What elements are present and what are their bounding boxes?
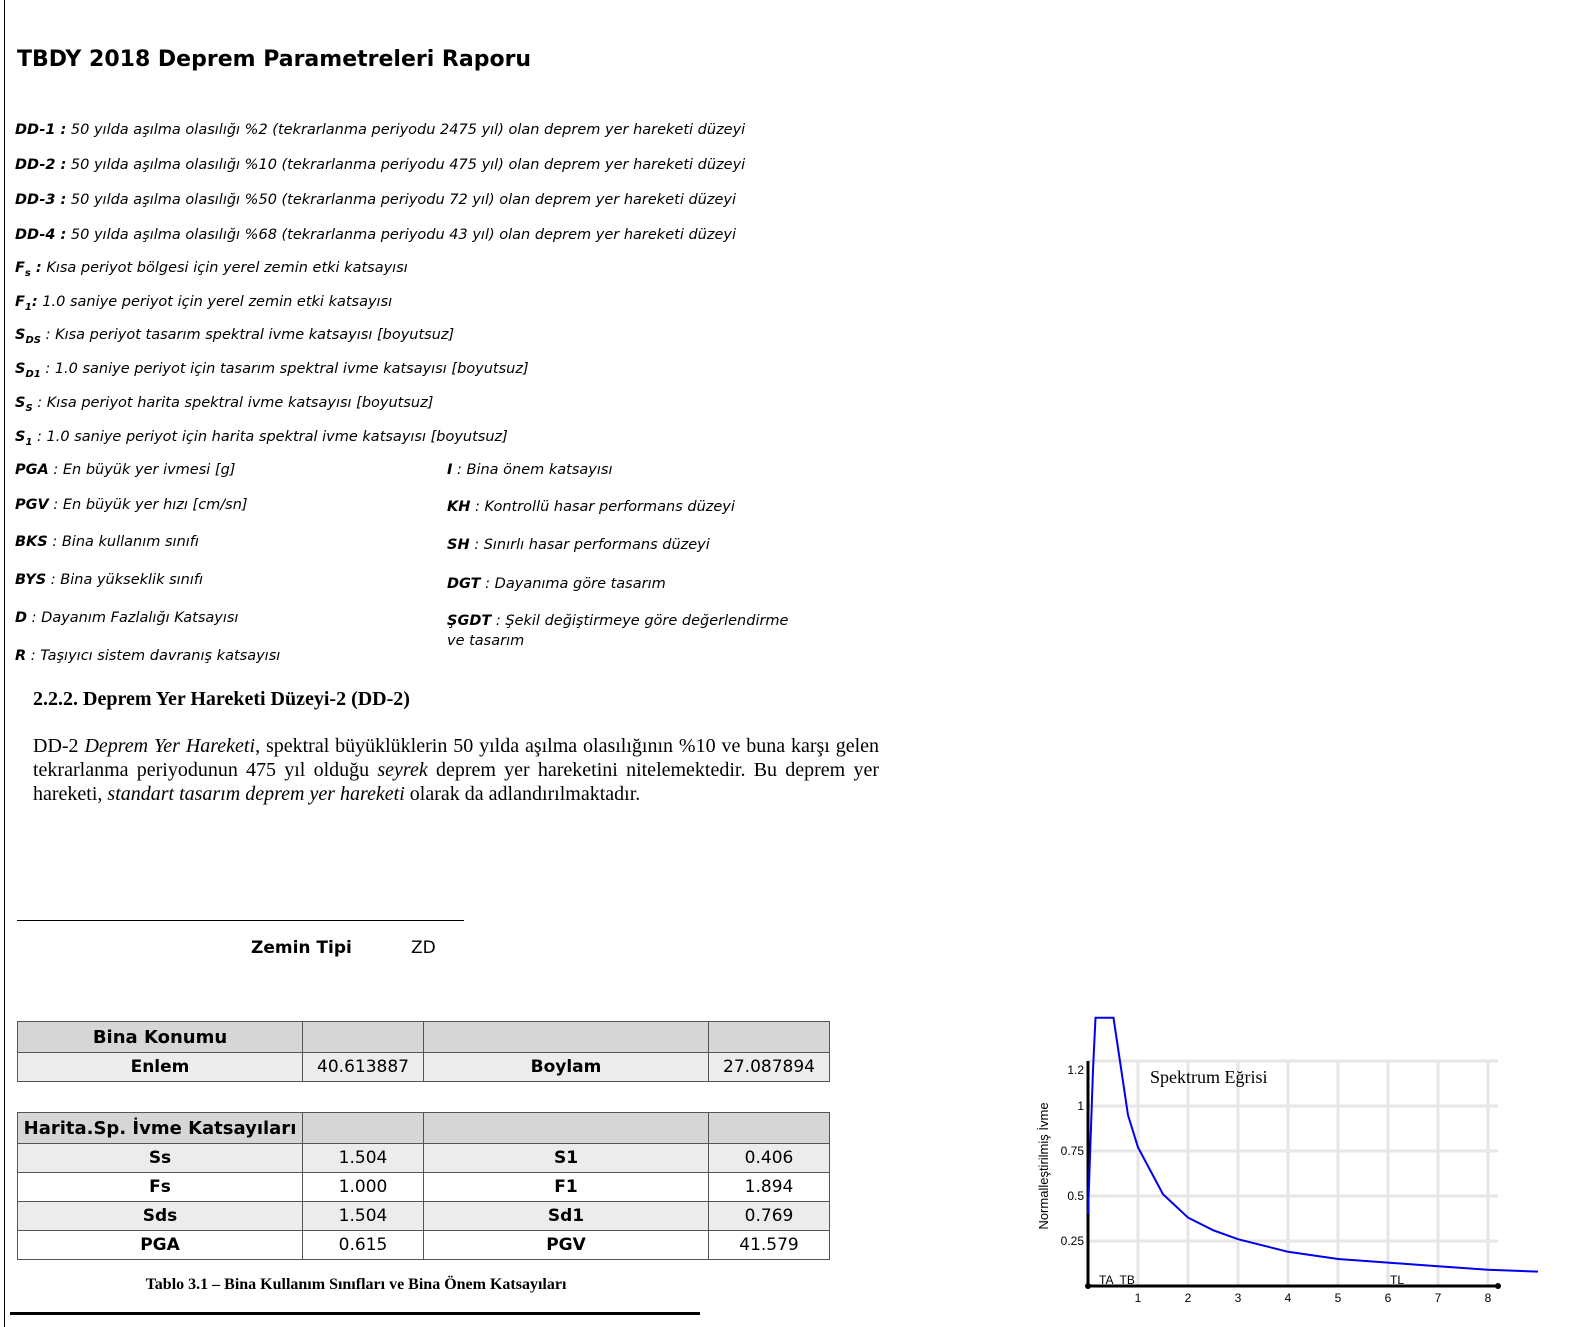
definition-fs: $F_s$ : Kısa periyot bölgesi için yerel zemin etki katsayısı xyxy=(15,260,408,279)
definition-dd2: DD-2 : 50 yılda aşılma olasılığı %10 (tekrarlanma periyodu 475 yıl) olan deprem yer hareketi düzeyi xyxy=(15,157,746,173)
y-tick-label: 0.75 xyxy=(1060,1144,1084,1158)
section-paragraph: DD-2 Deprem Yer Hareketi, spektral büyüklüklerin 50 yılda aşılma olasılığının %10 ve buna karşı gelen tekrarlanma periyodunun 475 yıl olduğu seyrek deprem yer hareketini nitelemektedir. Bu deprem yer hareketi, standart tasarım deprem yer hareketi olarak da adlandırılmaktadır. xyxy=(33,735,880,805)
coef-label: Ss xyxy=(18,1144,303,1173)
x-tick-label: 5 xyxy=(1334,1291,1342,1305)
x-tick-label: 3 xyxy=(1234,1291,1242,1305)
boylam-label: Boylam xyxy=(424,1053,709,1082)
location-table-header xyxy=(18,1022,830,1053)
boylam-value: 27.087894 xyxy=(709,1053,830,1082)
abbrev-sgdt-line2: ve tasarım xyxy=(447,633,525,649)
header-cell xyxy=(424,1113,709,1144)
header-cell xyxy=(303,1113,424,1144)
marker-label-tl: TL xyxy=(1390,1273,1405,1287)
definition-s1: $S_1$ : 1.0 saniye periyot için harita spektral ivme katsayısı [boyutsuz] xyxy=(15,429,508,448)
table-top-border xyxy=(10,1312,700,1315)
table-row xyxy=(18,1144,830,1173)
coef-label: PGA xyxy=(18,1231,303,1260)
y-tick-label: 0.5 xyxy=(1067,1189,1084,1203)
spectrum-chart xyxy=(1030,1010,1550,1310)
x-tick-label: 6 xyxy=(1384,1291,1392,1305)
coef-label: S1 xyxy=(424,1144,709,1173)
coef-value: 1.504 xyxy=(303,1202,424,1231)
page-title: TBDY 2018 Deprem Parametreleri Raporu xyxy=(17,47,532,72)
coef-value: 41.579 xyxy=(709,1231,830,1260)
coef-value: 1.894 xyxy=(709,1173,830,1202)
x-tick-label: 2 xyxy=(1184,1291,1192,1305)
enlem-value: 40.613887 xyxy=(303,1053,424,1082)
coef-label: Sd1 xyxy=(424,1202,709,1231)
abbrev-bys: BYS : Bina yükseklik sınıfı xyxy=(15,572,204,588)
coef-label: Fs xyxy=(18,1173,303,1202)
abbrev-dgt: DGT : Dayanıma göre tasarım xyxy=(447,576,666,592)
abbrev-pga: PGA : En büyük yer ivmesi [g] xyxy=(15,462,236,478)
table-row xyxy=(18,1231,830,1260)
axis-origin-dot xyxy=(1085,1283,1091,1289)
coef-value: 1.000 xyxy=(303,1173,424,1202)
page-border xyxy=(4,0,5,1327)
coefficient-header-label: Harita.Sp. İvme Katsayıları xyxy=(18,1113,303,1144)
enlem-label: Enlem xyxy=(18,1053,303,1082)
table-caption: Tablo 3.1 – Bina Kullanım Sınıfları ve Bina Önem Katsayıları xyxy=(145,1276,567,1293)
definition-dd1: DD-1 : 50 yılda aşılma olasılığı %2 (tekrarlanma periyodu 2475 yıl) olan deprem yer hareketi düzeyi xyxy=(15,122,746,138)
zemin-label: Zemin Tipi xyxy=(251,938,352,958)
definition-ss: $S_S$ : Kısa periyot harita spektral ivme katsayısı [boyutsuz] xyxy=(15,395,434,414)
coef-label: F1 xyxy=(424,1173,709,1202)
spectrum-curve xyxy=(1088,1018,1538,1272)
marker-label-ta: TA xyxy=(1099,1273,1114,1287)
abbrev-kh: KH : Kontrollü hasar performans düzeyi xyxy=(447,499,735,515)
coef-value: 0.406 xyxy=(709,1144,830,1173)
x-tick-label: 7 xyxy=(1434,1291,1442,1305)
x-tick-label: 4 xyxy=(1284,1291,1292,1305)
abbrev-pgv: PGV : En büyük yer hızı [cm/sn] xyxy=(15,497,248,513)
axis-end-dot xyxy=(1495,1283,1501,1289)
marker-label-tb: TB xyxy=(1119,1273,1135,1287)
header-cell xyxy=(303,1022,424,1053)
zemin-value: ZD xyxy=(411,938,436,958)
coefficient-table xyxy=(17,1112,830,1260)
abbrev-d: D : Dayanım Fazlalığı Katsayısı xyxy=(15,610,239,626)
coef-value: 0.615 xyxy=(303,1231,424,1260)
header-cell xyxy=(709,1113,830,1144)
x-tick-label: 8 xyxy=(1484,1291,1492,1305)
abbrev-sgdt: ŞGDT : Şekil değiştirmeye göre değerlendirme xyxy=(447,613,789,629)
table-row xyxy=(18,1202,830,1231)
abbrev-sh: SH : Sınırlı hasar performans düzeyi xyxy=(447,537,710,553)
abbrev-bks: BKS : Bina kullanım sınıfı xyxy=(15,534,199,550)
definition-dd4: DD-4 : 50 yılda aşılma olasılığı %68 (tekrarlanma periyodu 43 yıl) olan deprem yer hareketi düzeyi xyxy=(15,227,736,243)
y-tick-label: 0.25 xyxy=(1060,1234,1084,1248)
coefficient-table-header xyxy=(18,1113,830,1144)
x-tick-label: 1 xyxy=(1134,1291,1142,1305)
abbrev-i: I : Bina önem katsayısı xyxy=(447,462,613,478)
table-row xyxy=(18,1173,830,1202)
divider xyxy=(17,920,464,921)
section-heading: 2.2.2. Deprem Yer Hareketi Düzeyi-2 (DD-2) xyxy=(33,688,410,710)
chart-title: Spektrum Eğrisi xyxy=(1150,1067,1268,1087)
coef-label: PGV xyxy=(424,1231,709,1260)
table-row xyxy=(18,1053,830,1082)
definition-dd3: DD-3 : 50 yılda aşılma olasılığı %50 (tekrarlanma periyodu 72 yıl) olan deprem yer hareketi düzeyi xyxy=(15,192,736,208)
location-table xyxy=(17,1021,830,1082)
definition-f1: $F_1$: 1.0 saniye periyot için yerel zemin etki katsayısı xyxy=(15,294,393,313)
location-header-label: Bina Konumu xyxy=(18,1022,303,1053)
definition-sds: $S_{DS}$ : Kısa periyot tasarım spektral ivme katsayısı [boyutsuz] xyxy=(15,327,455,346)
header-cell xyxy=(709,1022,830,1053)
definition-sd1: $S_{D1}$ : 1.0 saniye periyot için tasarım spektral ivme katsayısı [boyutsuz] xyxy=(15,361,529,380)
header-cell xyxy=(424,1022,709,1053)
y-tick-label: 1 xyxy=(1077,1099,1084,1113)
coef-label: Sds xyxy=(18,1202,303,1231)
y-axis-label: Normalleştirilmiş İvme xyxy=(1036,1102,1051,1230)
y-tick-label: 1.2 xyxy=(1067,1063,1084,1077)
coef-value: 1.504 xyxy=(303,1144,424,1173)
coef-value: 0.769 xyxy=(709,1202,830,1231)
abbrev-r: R : Taşıyıcı sistem davranış katsayısı xyxy=(15,648,281,664)
